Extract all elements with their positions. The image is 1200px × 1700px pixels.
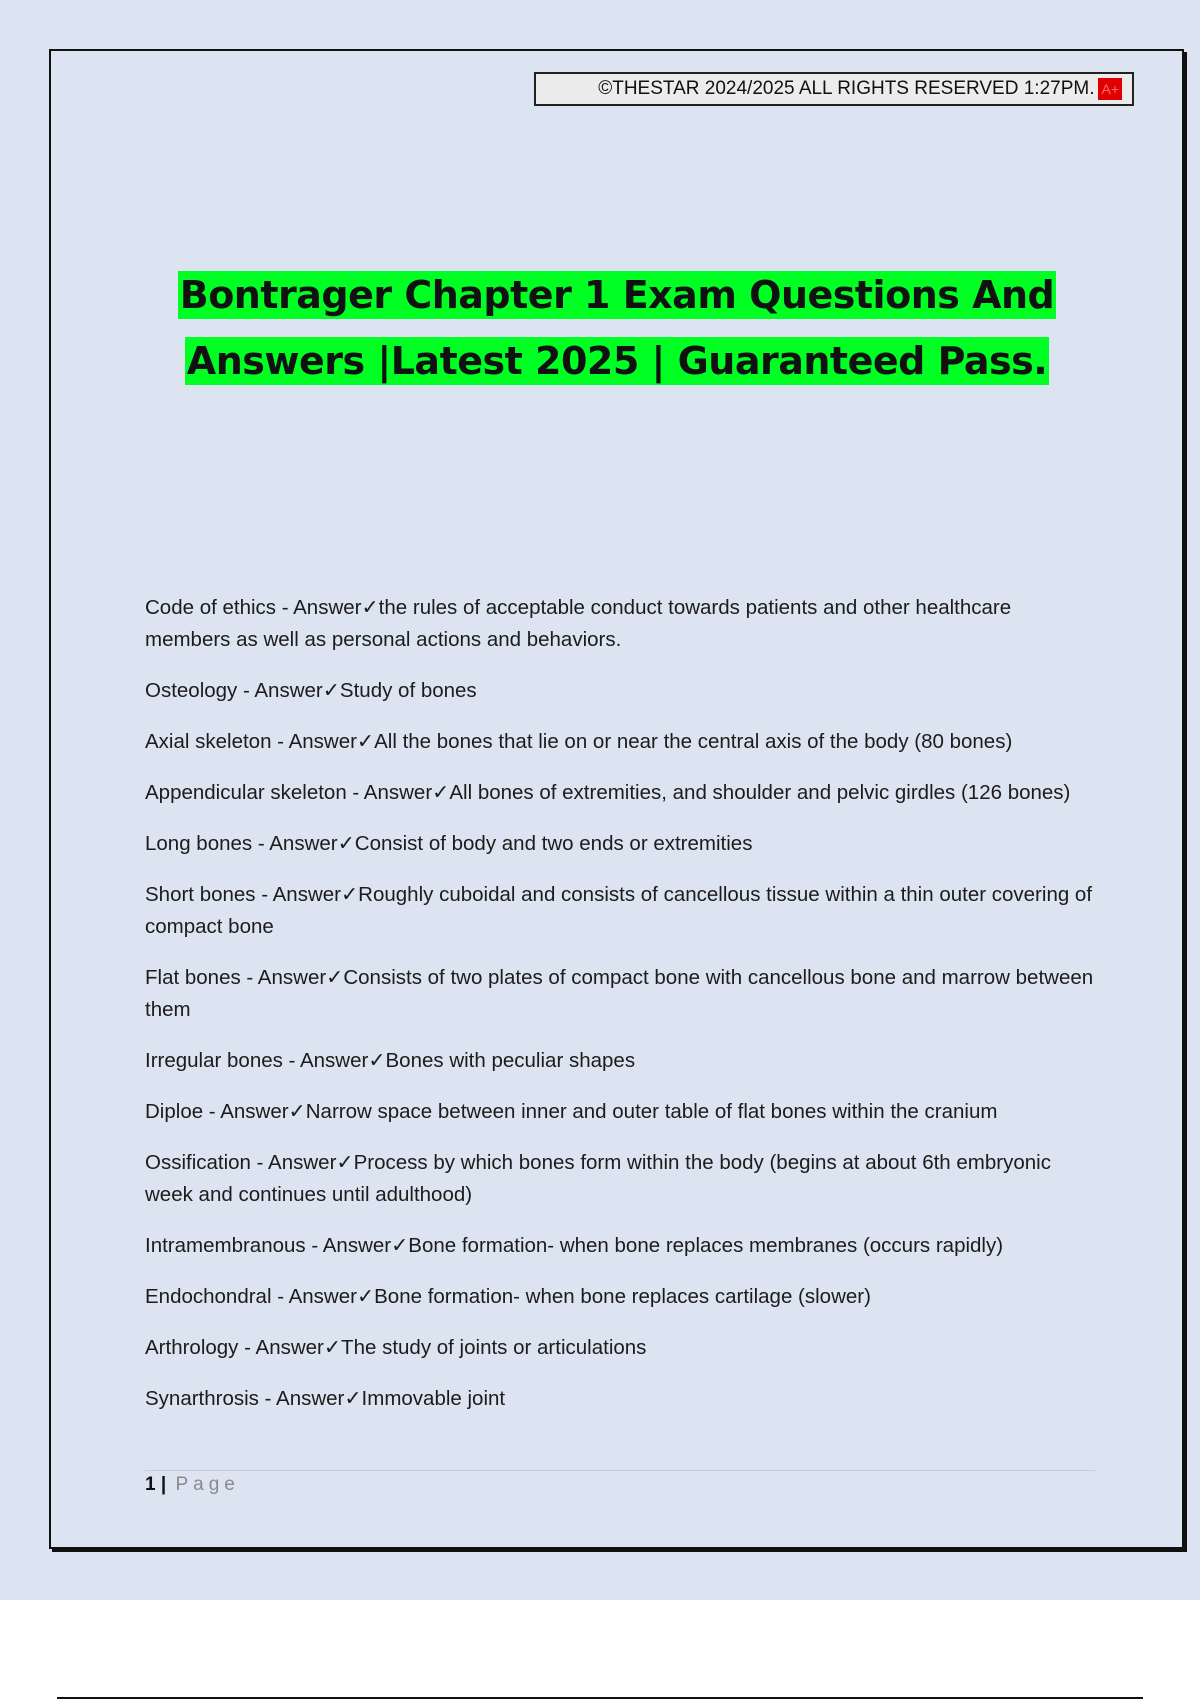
- qa-entry: Diploe - Answer✓Narrow space between inner and outer table of flat bones within the cranium: [145, 1100, 998, 1123]
- qa-entry: Short bones - Answer✓Roughly cuboidal and consists of cancellous tissue within a thin outer covering of compact bone: [145, 883, 1093, 938]
- copyright-header: [534, 72, 1134, 106]
- document-title: [0, 262, 1200, 394]
- qa-entry: Flat bones - Answer✓Consists of two plates of compact bone with cancellous bone and marrow between them: [145, 966, 1094, 1021]
- page-number-value: 1: [145, 1474, 156, 1495]
- footer-divider: [145, 1470, 1095, 1471]
- qa-entry: Axial skeleton - Answer✓All the bones that lie on or near the central axis of the body (80 bones): [145, 730, 1013, 753]
- title-line-2: Answers |Latest 2025 | Guaranteed Pass.: [186, 339, 1048, 383]
- qa-entry: Irregular bones - Answer✓Bones with peculiar shapes: [145, 1049, 636, 1072]
- page-number-separator: |: [160, 1474, 167, 1495]
- qa-entry: Osteology - Answer✓Study of bones: [145, 679, 477, 702]
- qa-entry: Ossification - Answer✓Process by which bones form within the body (begins at about 6th embryonic week and continues until adulthood): [145, 1151, 1051, 1206]
- title-line-1: Bontrager Chapter 1 Exam Questions And: [179, 273, 1055, 317]
- qa-entry: Intramembranous - Answer✓Bone formation- when bone replaces membranes (occurs rapidly): [145, 1234, 1004, 1257]
- qa-entry: Code of ethics - Answer✓the rules of acceptable conduct towards patients and other healthcare members as well as personal actions and behaviors.: [145, 596, 1012, 651]
- copyright-text: ©THESTAR 2024/2025 ALL RIGHTS RESERVED 1:27PM.: [598, 78, 1095, 99]
- qa-entry: Long bones - Answer✓Consist of body and two ends or extremities: [145, 832, 753, 855]
- qa-entry: Appendicular skeleton - Answer✓All bones of extremities, and shoulder and pelvic girdles (126 bones): [145, 781, 1071, 804]
- qa-list: [145, 592, 1100, 1434]
- qa-entry: Synarthrosis - Answer✓Immovable joint: [145, 1387, 506, 1410]
- grade-badge: A+: [1098, 78, 1122, 100]
- page-number: [145, 1474, 240, 1496]
- page-word: Page: [175, 1474, 240, 1495]
- qa-entry: Endochondral - Answer✓Bone formation- when bone replaces cartilage (slower): [145, 1285, 871, 1308]
- next-page-rule: [57, 1697, 1143, 1699]
- qa-entry: Arthrology - Answer✓The study of joints or articulations: [145, 1336, 647, 1359]
